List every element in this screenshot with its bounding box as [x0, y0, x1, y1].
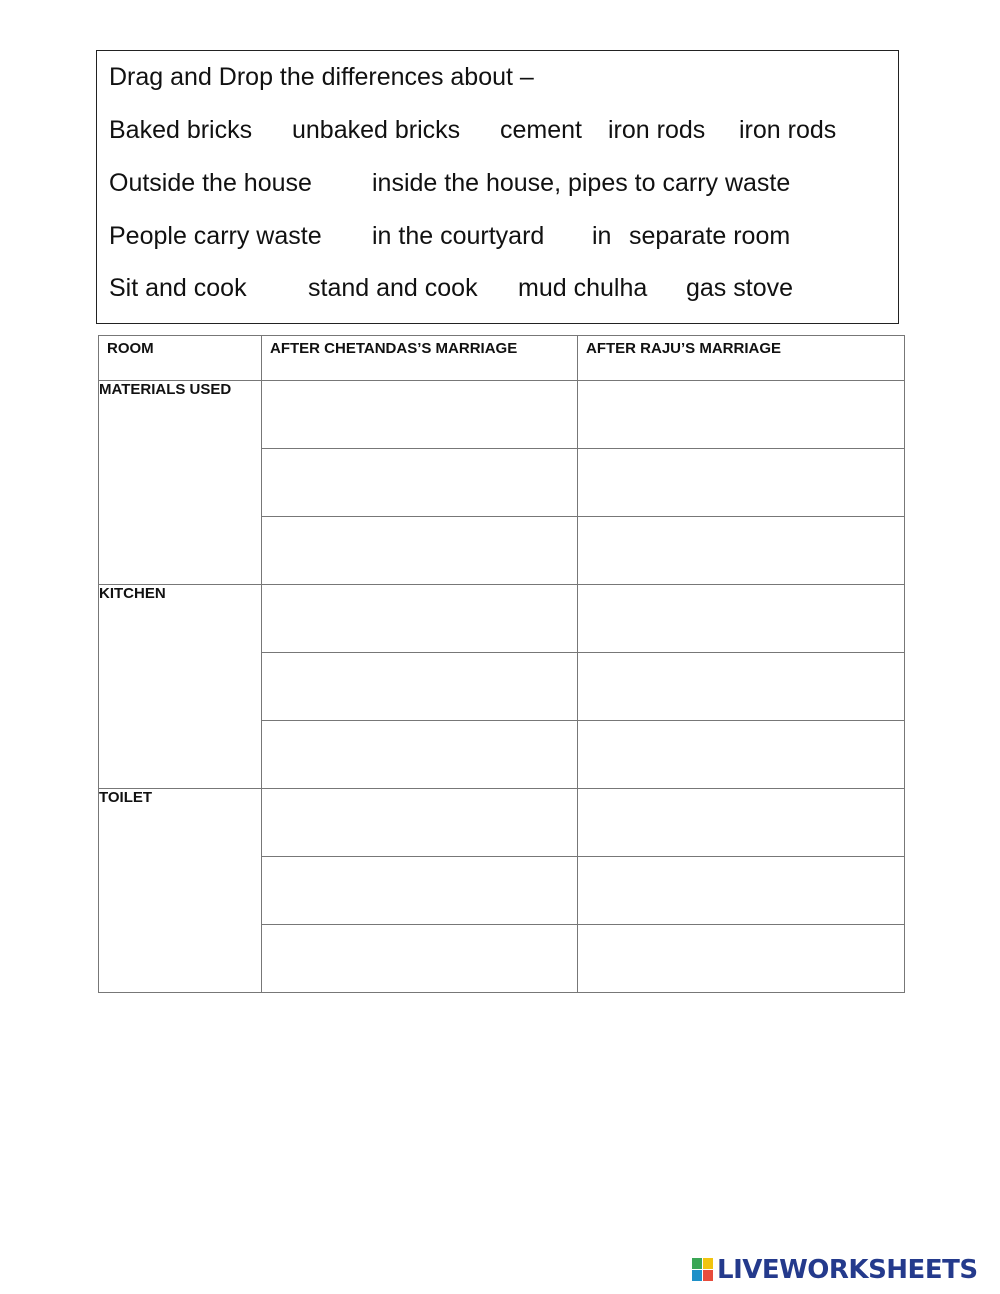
draggable-word[interactable]: mud chulha	[518, 274, 648, 302]
draggable-word[interactable]: cement	[500, 116, 582, 144]
table-row	[99, 789, 905, 857]
drop-target[interactable]	[262, 381, 578, 449]
drop-target[interactable]	[262, 449, 578, 517]
drop-target[interactable]	[578, 789, 905, 857]
logo-blocks-icon	[692, 1258, 714, 1282]
draggable-word[interactable]: iron rods	[739, 116, 837, 144]
table-row	[99, 585, 905, 653]
table-header-row	[99, 336, 905, 381]
draggable-word[interactable]: separate room	[629, 222, 791, 250]
drop-target[interactable]	[578, 585, 905, 653]
draggable-word[interactable]: Outside the house	[109, 169, 312, 197]
row-label-kitchen: KITCHEN	[99, 585, 262, 789]
header-room: ROOM	[99, 336, 262, 381]
liveworksheets-logo	[692, 1256, 978, 1284]
drop-target[interactable]	[578, 857, 905, 925]
drop-target[interactable]	[262, 653, 578, 721]
drop-target[interactable]	[262, 857, 578, 925]
draggable-word[interactable]: iron rods	[608, 116, 706, 144]
word-bank-line-4	[109, 273, 889, 303]
draggable-word[interactable]: People carry waste	[109, 222, 322, 250]
word-bank-line-1	[109, 115, 889, 145]
word-bank-line-3	[109, 221, 889, 251]
comparison-table	[98, 335, 905, 993]
draggable-word[interactable]: inside the house, pipes to carry waste	[372, 169, 791, 197]
logo-text: LIVEWORKSHEETS	[717, 1255, 978, 1285]
row-label-toilet: TOILET	[99, 789, 262, 993]
drop-target[interactable]	[262, 925, 578, 993]
word-bank-line-2	[109, 168, 889, 198]
drop-target[interactable]	[578, 517, 905, 585]
draggable-word[interactable]: unbaked bricks	[292, 116, 461, 144]
drop-target[interactable]	[262, 585, 578, 653]
row-label-materials: MATERIALS USED	[99, 381, 262, 585]
instructions-heading: Drag and Drop the differences about –	[109, 63, 534, 91]
draggable-word[interactable]: Sit and cook	[109, 274, 247, 302]
drop-target[interactable]	[578, 653, 905, 721]
draggable-word[interactable]: stand and cook	[308, 274, 478, 302]
draggable-word[interactable]: Baked bricks	[109, 116, 253, 144]
header-raju-marriage: AFTER RAJU’S MARRIAGE	[578, 336, 905, 381]
table-row	[99, 381, 905, 449]
drop-target[interactable]	[578, 381, 905, 449]
drop-target[interactable]	[578, 449, 905, 517]
drop-target[interactable]	[578, 721, 905, 789]
draggable-word[interactable]: in	[592, 222, 612, 250]
drop-target[interactable]	[262, 721, 578, 789]
word-bank	[96, 50, 899, 324]
drop-target[interactable]	[262, 517, 578, 585]
header-chetandas-marriage: AFTER CHETANDAS’S MARRIAGE	[262, 336, 578, 381]
drop-target[interactable]	[578, 925, 905, 993]
drop-target[interactable]	[262, 789, 578, 857]
draggable-word[interactable]: gas stove	[686, 274, 794, 302]
draggable-word[interactable]: in the courtyard	[372, 222, 545, 250]
